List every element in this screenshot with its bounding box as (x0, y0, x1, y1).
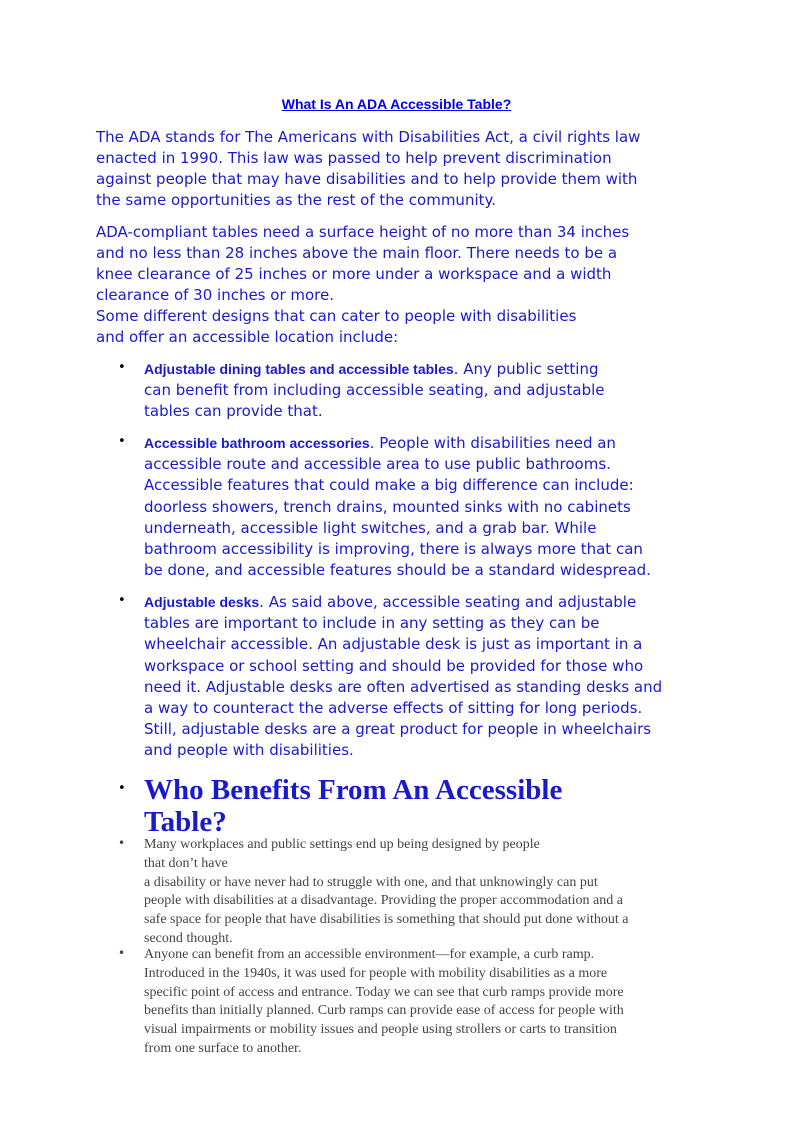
text-line: against people that may have disabilities and to help provide them with (96, 170, 638, 188)
text-line: knee clearance of 25 inches or more under a workspace and a width (96, 265, 612, 283)
text-line: Many workplaces and public settings end up being designed by people (144, 837, 540, 852)
text-line: Introduced in the 1940s, it was used for people with mobility disabilities as a more (144, 965, 608, 981)
text-line: The ADA stands for The Americans with Disabilities Act, a civil rights law (96, 128, 641, 146)
text-line: can benefit from including accessible seating, and adjustable (144, 381, 605, 400)
list-item-lead: Accessible bathroom accessories (144, 435, 370, 451)
text-line: clearance of 30 inches or more. (96, 286, 335, 304)
text-line: second thought. (144, 930, 233, 946)
text-line: ADA-compliant tables need a surface height of no more than 34 inches (96, 223, 630, 241)
text-line: people with disabilities at a disadvantage. Providing the proper accommodation and a (144, 893, 623, 909)
bullet-icon: • (118, 593, 126, 608)
text-line: enacted in 1990. This law was passed to help prevent discrimination (96, 149, 612, 167)
text-line: a way to counteract the adverse effects of sitting for long periods. (144, 699, 643, 718)
list-item-adjustable-desks (144, 592, 704, 762)
bullet-icon: • (118, 836, 126, 850)
text-line: and no less than 28 inches above the main floor. There needs to be a (96, 244, 618, 262)
text-line: and offer an accessible location include: (96, 328, 399, 346)
text-line: benefits than initially planned. Curb ramps can provide ease of access for people with (144, 1003, 624, 1019)
bullet-icon: • (118, 434, 126, 449)
text-line: underneath, accessible light switches, and a grab bar. While (144, 518, 597, 537)
text-line: tables are important to include in any setting as they can be (144, 614, 600, 633)
heading-line: Who Benefits From An Accessible (144, 774, 563, 806)
text-line: need it. Adjustable desks are often advertised as standing desks and (144, 677, 663, 696)
text-line: Accessible features that could make a big difference can include: (144, 476, 634, 495)
text-line: . As said above, accessible seating and adjustable (259, 593, 637, 611)
list-item-workplaces (144, 836, 704, 949)
text-line: Still, adjustable desks are a great product for people in wheelchairs (144, 720, 652, 739)
text-line: specific point of access and entrance. Today we can see that curb ramps provide more (144, 984, 624, 1000)
text-line: Anyone can benefit from an accessible environment—for example, a curb ramp. (144, 947, 595, 962)
text-line: accessible route and accessible area to use public bathrooms. (144, 455, 611, 474)
text-line: the same opportunities as the rest of the community. (96, 191, 497, 209)
text-line: tables can provide that. (144, 402, 323, 421)
list-item-dining-tables (144, 359, 704, 423)
list-item-lead: Adjustable dining tables and accessible tables (144, 361, 454, 377)
text-line: be done, and accessible features should be a standard widespread. (144, 561, 651, 580)
list-item-curb-ramp (144, 946, 704, 1059)
list-item-bathroom-accessories (144, 433, 704, 581)
list-item-lead: Adjustable desks (144, 594, 260, 610)
requirements-paragraph (96, 222, 696, 348)
text-line: . People with disabilities need an (369, 434, 616, 452)
text-line: wheelchair accessible. An adjustable desk is just as important in a (144, 635, 643, 654)
text-line: workspace or school setting and should be provided for those who (144, 656, 644, 675)
text-line: that don’t have (144, 855, 228, 871)
text-line: bathroom accessibility is improving, there is always more that can (144, 540, 643, 559)
text-line: from one surface to another. (144, 1040, 302, 1056)
bullet-icon: • (118, 781, 126, 796)
page-title: What Is An ADA Accessible Table? (281, 96, 512, 112)
text-line: doorless showers, trench drains, mounted sinks with no cabinets (144, 497, 631, 516)
section-heading (144, 774, 704, 838)
bullet-icon: • (118, 360, 126, 375)
text-line: Some different designs that can cater to people with disabilities (96, 307, 577, 325)
text-line: a disability or have never had to struggle with one, and that unknowingly can put (144, 874, 598, 890)
text-line: visual impairments or mobility issues and people using strollers or carts to transition (144, 1022, 617, 1038)
text-line: safe space for people that have disabilities is something that should put done without a (144, 912, 629, 928)
bullet-icon: • (118, 946, 126, 960)
text-line: . Any public setting (453, 360, 599, 378)
text-line: and people with disabilities. (144, 741, 354, 760)
intro-paragraph (96, 127, 696, 211)
heading-line: Table? (144, 806, 227, 838)
